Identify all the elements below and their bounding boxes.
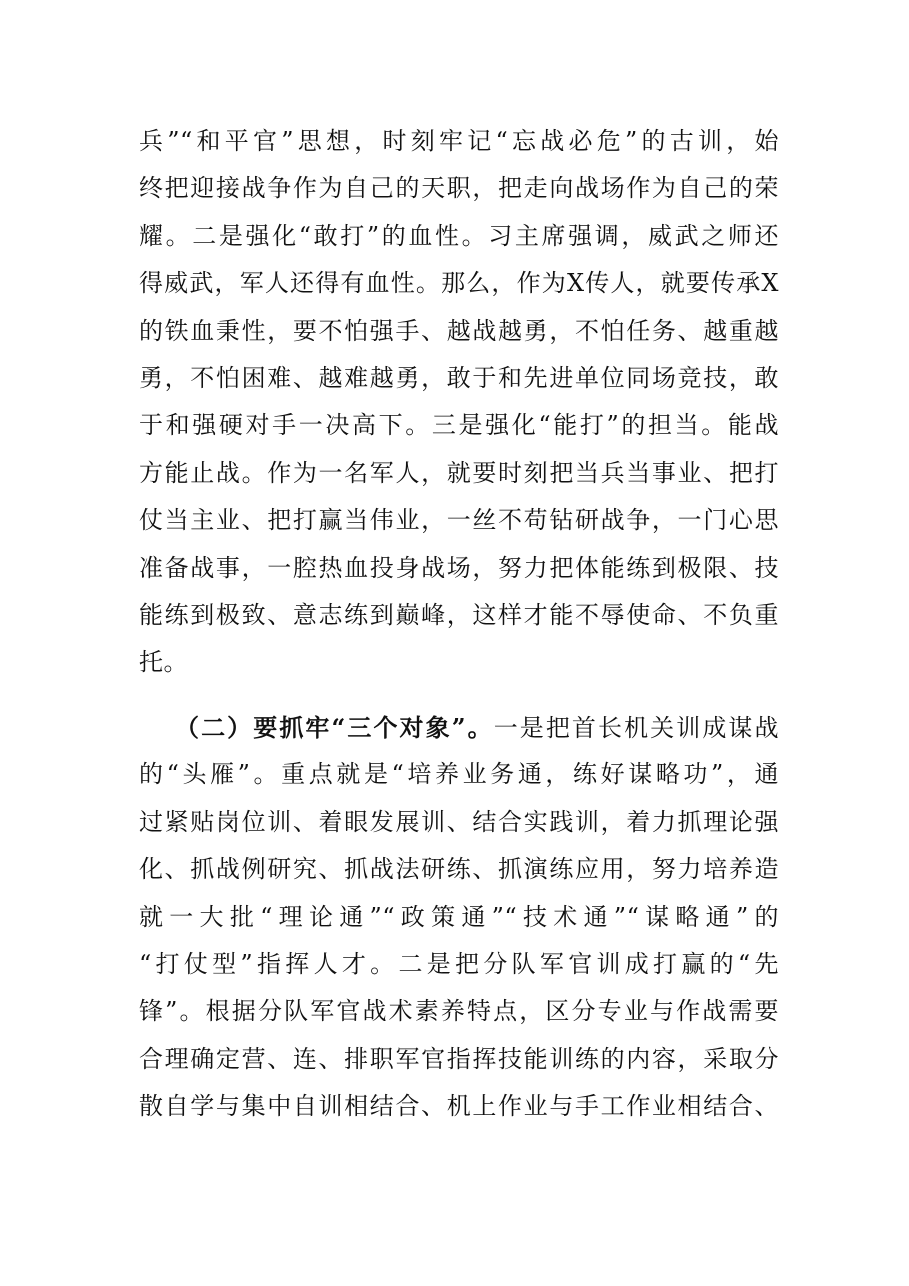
text-line: 终把迎接战争作为自己的天职，把走向战场作为自己的荣	[139, 174, 779, 203]
text-line: 化、抓战例研究、抓战法研练、抓演练应用，努力培养造	[139, 855, 779, 884]
text-line: 托。	[139, 648, 188, 677]
text-line: 就一大批“理论通”“政策通”“技术通”“谋略通”的	[139, 902, 779, 931]
text-line: 仗当主业、把打赢当伟业，一丝不苟钻研战争，一门心思	[139, 506, 779, 535]
text-line: 耀。二是强化“敢打”的血性。习主席强调，威武之师还	[139, 221, 779, 250]
section-heading: （二）要抓牢“三个对象”。	[175, 713, 494, 742]
section-first-line	[139, 704, 779, 751]
text-line: 得威武，军人还得有血性。那么，作为X传人，就要传承X	[139, 269, 779, 298]
text-line: 能练到极致、意志练到巅峰，这样才能不辱使命、不负重	[139, 600, 779, 629]
text-line: 准备战事，一腔热血投身战场，努力把体能练到极限、技	[139, 553, 779, 582]
text-line: 勇，不怕困难、越难越勇，敢于和先进单位同场竞技，敢	[139, 363, 779, 392]
text-line: 兵”“和平官”思想，时刻牢记“忘战必危”的古训，始	[139, 127, 779, 155]
paragraph-continued	[139, 118, 779, 687]
text-line: 于和强硬对手一决高下。三是强化“能打”的担当。能战	[139, 411, 779, 440]
text-line: 方能止战。作为一名军人，就要时刻把当兵当事业、把打	[139, 458, 779, 487]
text-line: 的铁血秉性，要不怕强手、越战越勇，不怕任务、越重越	[139, 316, 779, 345]
text-line: 的“头雁”。重点就是“培养业务通，练好谋略功”，通	[139, 760, 779, 789]
text-line: 过紧贴岗位训、着眼发展训、结合实践训，着力抓理论强	[139, 807, 779, 836]
text-line: “打仗型”指挥人才。二是把分队军官训成打赢的“先	[139, 949, 779, 978]
text-line: 锋”。根据分队军官战术素养特点，区分专业与作战需要	[139, 997, 779, 1026]
text-line: 合理确定营、连、排职军官指挥技能训练的内容，采取分	[139, 1044, 779, 1073]
section-first-line-text: 一是把首长机关训成谋战	[493, 714, 780, 742]
paragraph-section-two	[139, 704, 779, 1131]
text-line: 散自学与集中自训相结合、机上作业与手工作业相结合、	[139, 1092, 779, 1121]
